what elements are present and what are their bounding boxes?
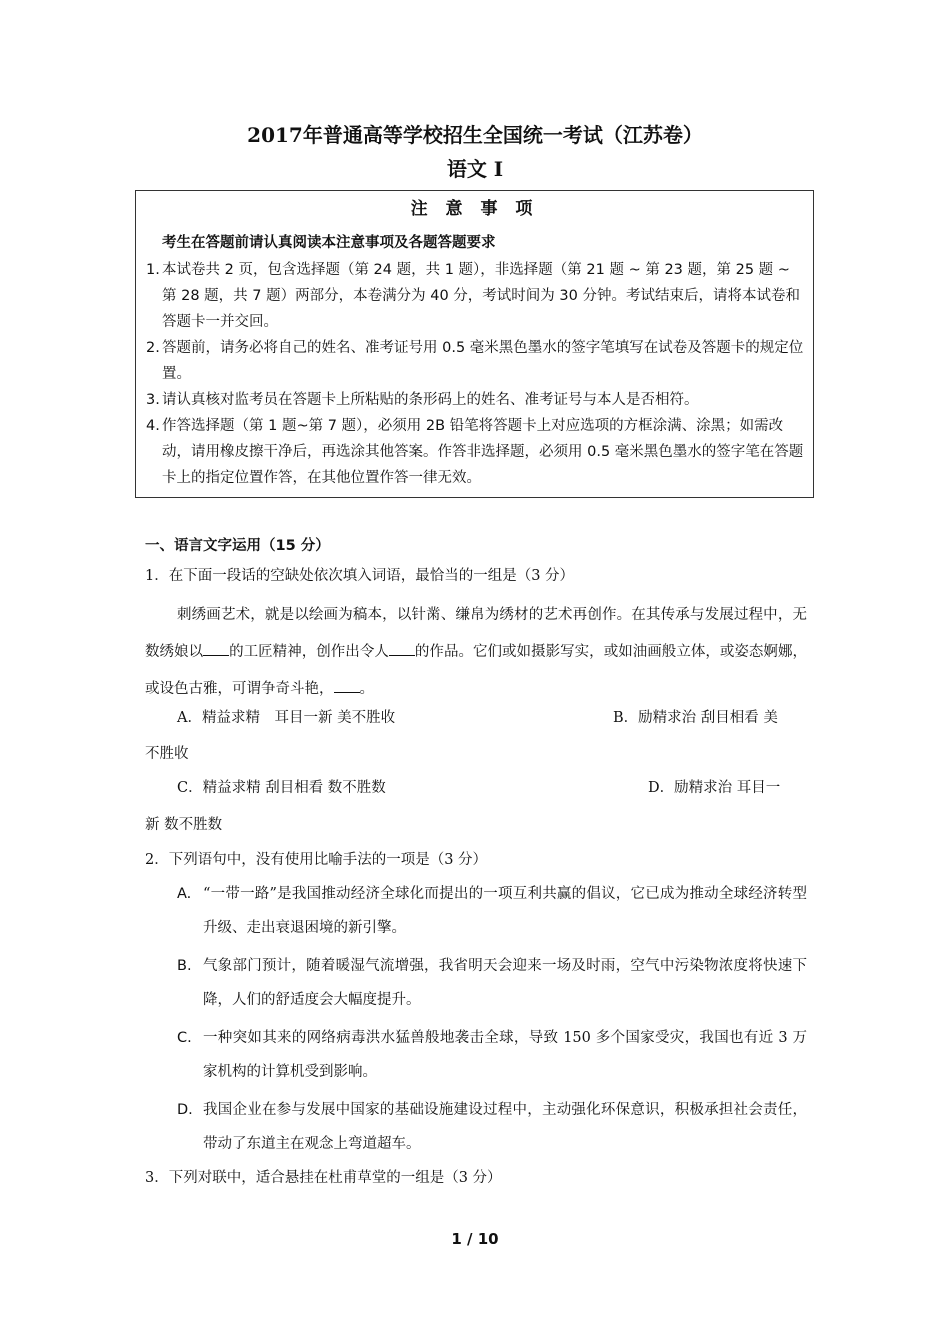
- question-1-stem: 1．在下面一段话的空缺处依次填入词语，最恰当的一组是（3 分）: [145, 568, 575, 584]
- option-b-continued: 不胜收: [145, 746, 189, 762]
- page-number: 1 / 10: [451, 1230, 499, 1248]
- notice-item: [146, 335, 808, 387]
- notice-item-text: 本试卷共 2 页，包含选择题（第 24 题，共 1 题），非选择题（第 21 题 ~ 第 23 题，第 25 题 ~ 第 28 题，共 7 题）两部分，本卷满分为 40 分，考试时间为 30 分钟。考试结束后，请将本试卷和答题卡一并交回。: [162, 262, 800, 330]
- exam-subtitle: 语文 I: [446, 157, 504, 181]
- notice-item-text: 请认真核对监考员在答题卡上所粘贴的条形码上的姓名、准考证号与本人是否相符。: [162, 392, 699, 408]
- notice-item: [146, 257, 808, 335]
- option-b: B．励精求治 刮目相看 美: [613, 710, 778, 726]
- passage-text: 。: [359, 681, 374, 697]
- option-letter: B.: [177, 958, 192, 974]
- notice-item-text: 答题前，请务必将自己的姓名、准考证号用 0.5 毫米黑色墨水的签字笔填写在试卷及答题卡的规定位置。: [162, 340, 804, 382]
- question-2-option: [177, 877, 807, 945]
- option-d: D．励精求治 耳目一: [648, 780, 781, 796]
- question-3-stem: 3．下列对联中，适合悬挂在杜甫草堂的一组是（3 分）: [145, 1170, 502, 1186]
- answer-blank: [203, 641, 229, 656]
- question-1-passage: [145, 597, 807, 708]
- option-letter: C.: [177, 1030, 192, 1046]
- question-2-option: [177, 1093, 807, 1161]
- notice-item-text: 作答选择题（第 1 题~第 7 题），必须用 2B 铅笔将答题卡上对应选项的方框涂满、涂黑；如需改动，请用橡皮擦干净后，再选涂其他答案。作答非选择题，必须用 0.5 毫米黑色墨水的签字笔在答题卡上的指定位置作答，在其他位置作答一律无效。: [162, 418, 804, 486]
- question-2-option: [177, 1021, 807, 1089]
- notice-box: [135, 190, 814, 498]
- option-letter: D.: [177, 1102, 193, 1118]
- option-a: A．精益求精 耳目一新 美不胜收: [177, 710, 396, 726]
- passage-text: 的工匠精神，创作出令人: [229, 644, 389, 660]
- notice-title: 注 意 事 项: [410, 199, 539, 219]
- passage-text: 刺绣画艺术，就是以绘画为稿本，以针黹、缣帛为绣材的艺术再创作。在其传承与发展过程中，无数绣娘以: [145, 607, 807, 660]
- passage-text: 的作品。它们或如摄影写实，或如油画般立体，或姿态婀娜，或设色古雅，可谓争奇斗艳，: [145, 644, 808, 697]
- option-letter: A.: [177, 886, 192, 902]
- option-text: 气象部门预计，随着暖湿气流增强，我省明天会迎来一场及时雨，空气中污染物浓度将快速下降，人们的舒适度会大幅度提升。: [203, 958, 807, 1008]
- question-2-option: [177, 949, 807, 1017]
- notice-item-number: 2.: [146, 340, 160, 356]
- exam-title: 2017年普通高等学校招生全国统一考试（江苏卷）: [247, 123, 703, 147]
- question-2-stem: 2．下列语句中，没有使用比喻手法的一项是（3 分）: [145, 852, 488, 868]
- option-c: C．精益求精 刮目相看 数不胜数: [177, 780, 386, 796]
- option-text: 我国企业在参与发展中国家的基础设施建设过程中，主动强化环保意识，积极承担社会责任，带动了东道主在观念上弯道超车。: [203, 1102, 807, 1152]
- option-text: “一带一路”是我国推动经济全球化而提出的一项互利共赢的倡议，它已成为推动全球经济转型升级、走出衰退困境的新引擎。: [203, 886, 807, 936]
- section-heading: 一、语言文字运用（15 分）: [145, 538, 330, 554]
- answer-blank: [334, 678, 360, 693]
- notice-item: [146, 413, 808, 491]
- notice-item-number: 3.: [146, 392, 160, 408]
- option-text: 一种突如其来的网络病毒洪水猛兽般地袭击全球，导致 150 多个国家受灾，我国也有近 3 万家机构的计算机受到影响。: [203, 1030, 807, 1080]
- notice-lead: 考生在答题前请认真阅读本注意事项及各题答题要求: [162, 235, 496, 251]
- option-d-continued: 新 数不胜数: [145, 817, 223, 833]
- notice-item-number: 4.: [146, 418, 160, 434]
- notice-item: [146, 387, 808, 413]
- answer-blank: [389, 641, 415, 656]
- notice-item-number: 1.: [146, 262, 160, 278]
